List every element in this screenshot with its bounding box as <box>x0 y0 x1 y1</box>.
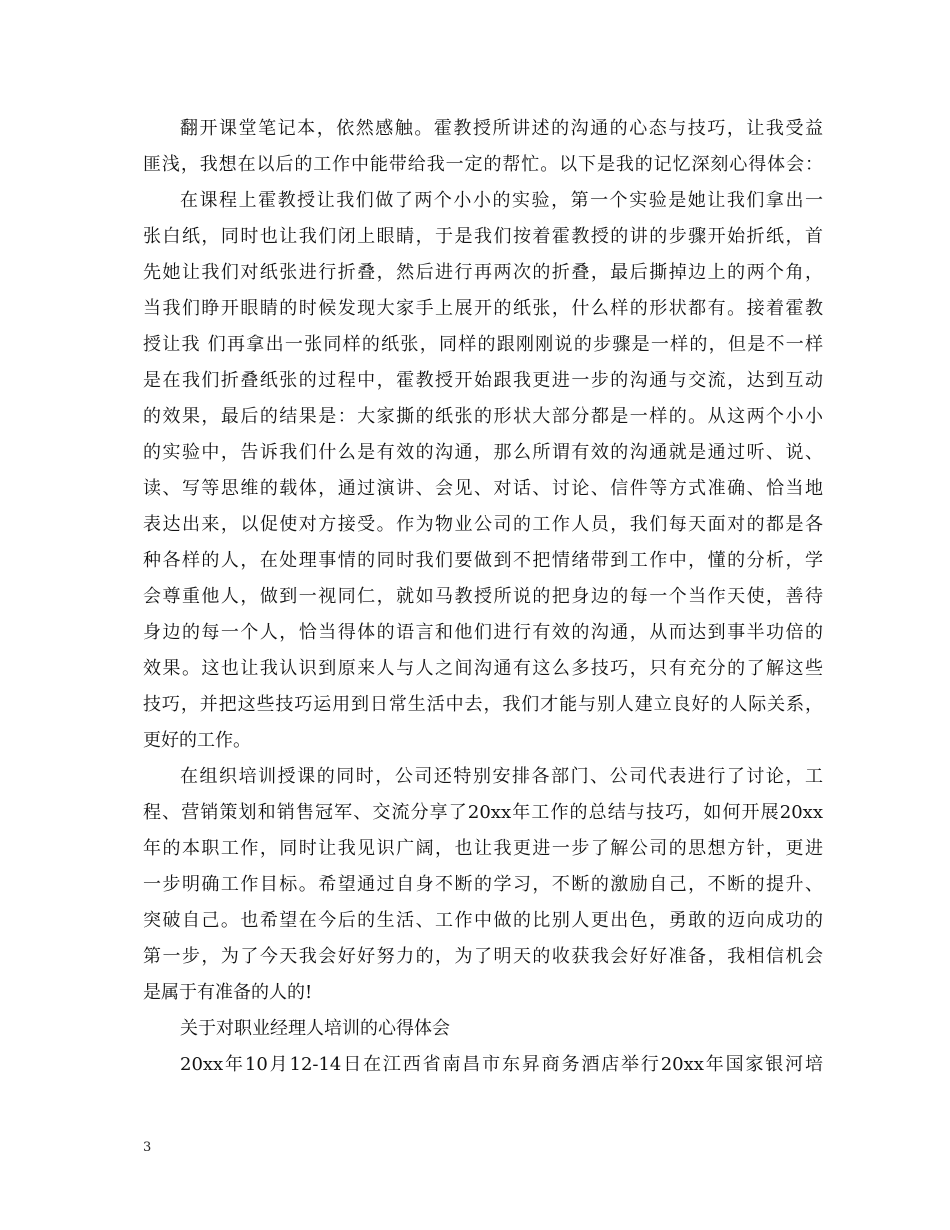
paragraph-line: 在组织培训授课的同时，公司还特别安排各部门、公司代表进行了讨论，工 <box>180 766 823 787</box>
paragraph-line: 身边的每一个人，恰当得体的语言和他们进行有效的沟通，从而达到事半功倍的 <box>143 622 823 643</box>
paragraph-line: 程、营销策划和销售冠军、交流分享了20xx年工作的总结与技巧，如何开展20xx <box>143 802 823 823</box>
paragraph-line: 技巧，并把这些技巧运用到日常生活中去，我们才能与别人建立良好的人际关系， <box>143 694 823 715</box>
paragraph-line: 种各样的人，在处理事情的同时我们要做到不把情绪带到工作中，懂的分析，学 <box>143 550 823 571</box>
paragraph-line: 效果。这也让我认识到原来人与人之间沟通有这么多技巧，只有充分的了解这些 <box>143 658 823 679</box>
section-title: 关于对职业经理人培训的心得体会 <box>180 1018 450 1039</box>
paragraph-line: 年的本职工作，同时让我见识广阔，也让我更进一步了解公司的思想方针，更进 <box>143 838 823 859</box>
paragraph-line: 更好的工作。 <box>143 730 251 751</box>
paragraph-line: 会尊重他人，做到一视同仁，就如马教授所说的把身边的每一个当作天使，善待 <box>143 586 823 607</box>
paragraph-line: 授让我 们再拿出一张同样的纸张，同样的跟刚刚说的步骤是一样的，但是不一样 <box>143 334 823 355</box>
paragraph-line: 是在我们折叠纸张的过程中，霍教授开始跟我更进一步的沟通与交流，达到互动 <box>143 370 823 391</box>
paragraph-line: 一步明确工作目标。希望通过自身不断的学习，不断的激励自己，不断的提升、 <box>143 874 823 895</box>
paragraph-line: 翻开课堂笔记本，依然感触。霍教授所讲述的沟通的心态与技巧，让我受益 <box>180 118 823 139</box>
paragraph-line: 表达出来，以促使对方接受。作为物业公司的工作人员，我们每天面对的都是各 <box>143 514 823 535</box>
paragraph-line: 匪浅，我想在以后的工作中能带给我一定的帮忙。以下是我的记忆深刻心得体会： <box>143 154 823 175</box>
paragraph-line: 张白纸，同时也让我们闭上眼睛，于是我们按着霍教授的讲的步骤开始折纸，首 <box>143 226 823 247</box>
paragraph-line: 20xx年10月12-14日在江西省南昌市东昇商务酒店举行20xx年国家银河培 <box>180 1054 823 1075</box>
paragraph-line: 当我们睁开眼睛的时候发现大家手上展开的纸张，什么样的形状都有。接着霍教 <box>143 298 823 319</box>
paragraph-line: 在课程上霍教授让我们做了两个小小的实验，第一个实验是她让我们拿出一 <box>180 190 823 211</box>
page-number: 3 <box>143 1140 152 1155</box>
paragraph-line: 读、写等思维的载体，通过演讲、会见、对话、讨论、信件等方式准确、恰当地 <box>143 478 823 499</box>
paragraph-line: 第一步，为了今天我会好好努力的，为了明天的收获我会好好准备，我相信机会 <box>143 946 823 967</box>
paragraph-line: 的效果，最后的结果是：大家撕的纸张的形状大部分都是一样的。从这两个小小 <box>143 406 823 427</box>
paragraph-line: 突破自己。也希望在今后的生活、工作中做的比别人更出色，勇敢的迈向成功的 <box>143 910 823 931</box>
paragraph-line: 是属于有准备的人的! <box>143 982 313 1003</box>
paragraph-line: 的实验中，告诉我们什么是有效的沟通，那么所谓有效的沟通就是通过听、说、 <box>143 442 823 463</box>
paragraph-line: 先她让我们对纸张进行折叠，然后进行再两次的折叠，最后撕掉边上的两个角， <box>143 262 823 283</box>
